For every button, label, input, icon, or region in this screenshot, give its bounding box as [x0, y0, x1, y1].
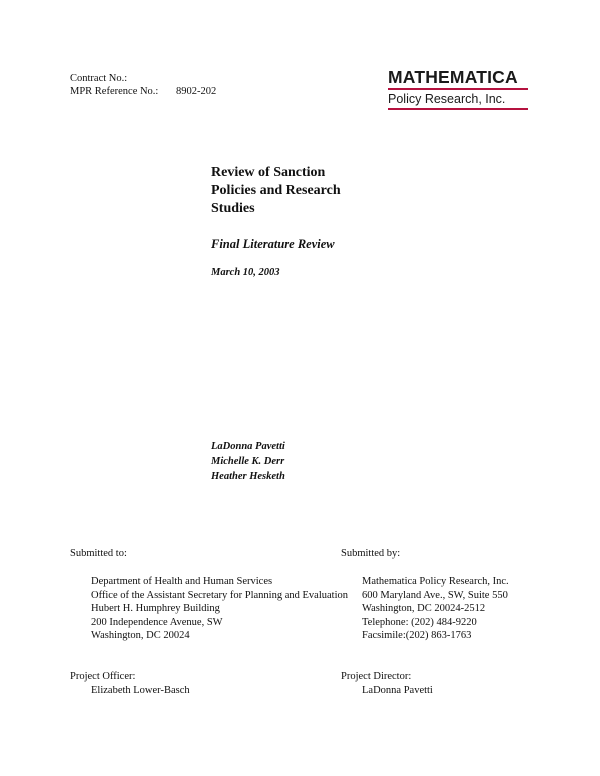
submitted-to-label: Submitted to: [70, 548, 127, 559]
submitted-by-label: Submitted by: [341, 548, 401, 559]
author-name: Heather Hesketh [211, 471, 285, 482]
address-line: Mathematica Policy Research, Inc. [362, 576, 509, 587]
project-officer-name: Elizabeth Lower-Basch [91, 685, 190, 696]
project-director-label: Project Director: [341, 671, 412, 682]
address-line: Department of Health and Human Services [91, 576, 273, 587]
address-line: Washington, DC 20024 [91, 630, 190, 641]
logo-brand-text: MATHEMATICA [388, 67, 518, 87]
contract-number-label: Contract No.: [70, 73, 128, 84]
title-line: Review of Sanction [211, 165, 326, 180]
mathematica-logo [388, 68, 528, 110]
author-list [211, 439, 285, 484]
mpr-reference-value: 8902-202 [176, 86, 217, 97]
address-line: Washington, DC 20024-2512 [362, 603, 486, 614]
project-director-name: LaDonna Pavetti [362, 685, 433, 696]
logo-rule-bottom [388, 108, 528, 110]
contract-number-row [70, 72, 216, 85]
title-line: Studies [211, 201, 255, 216]
document-date: March 10, 2003 [211, 267, 280, 278]
address-line: 200 Independence Avenue, SW [91, 616, 223, 628]
document-subtitle: Final Literature Review [211, 237, 335, 251]
address-line: Hubert H. Humphrey Building [91, 603, 220, 614]
address-line: Office of the Assistant Secretary for Planning and Evaluation [91, 589, 348, 601]
document-title [211, 164, 381, 218]
address-line: 600 Maryland Ave., SW, Suite 550 [362, 589, 508, 601]
mpr-reference-row [70, 85, 216, 98]
title-line: Policies and Research [211, 183, 341, 198]
address-line: Telephone: (202) 484-9220 [362, 616, 477, 628]
submitted-by-address [362, 575, 562, 643]
contract-info [70, 72, 216, 98]
mpr-reference-label: MPR Reference No.: [70, 86, 159, 97]
project-officer-label: Project Officer: [70, 671, 136, 682]
logo-subtitle-text: Policy Research, Inc. [388, 92, 506, 106]
address-line: Facsimile:(202) 863-1763 [362, 630, 472, 641]
logo-rule-top [388, 88, 528, 90]
submitted-to-address [70, 575, 363, 643]
author-name: Michelle K. Derr [211, 456, 285, 467]
author-name: LaDonna Pavetti [211, 441, 285, 452]
